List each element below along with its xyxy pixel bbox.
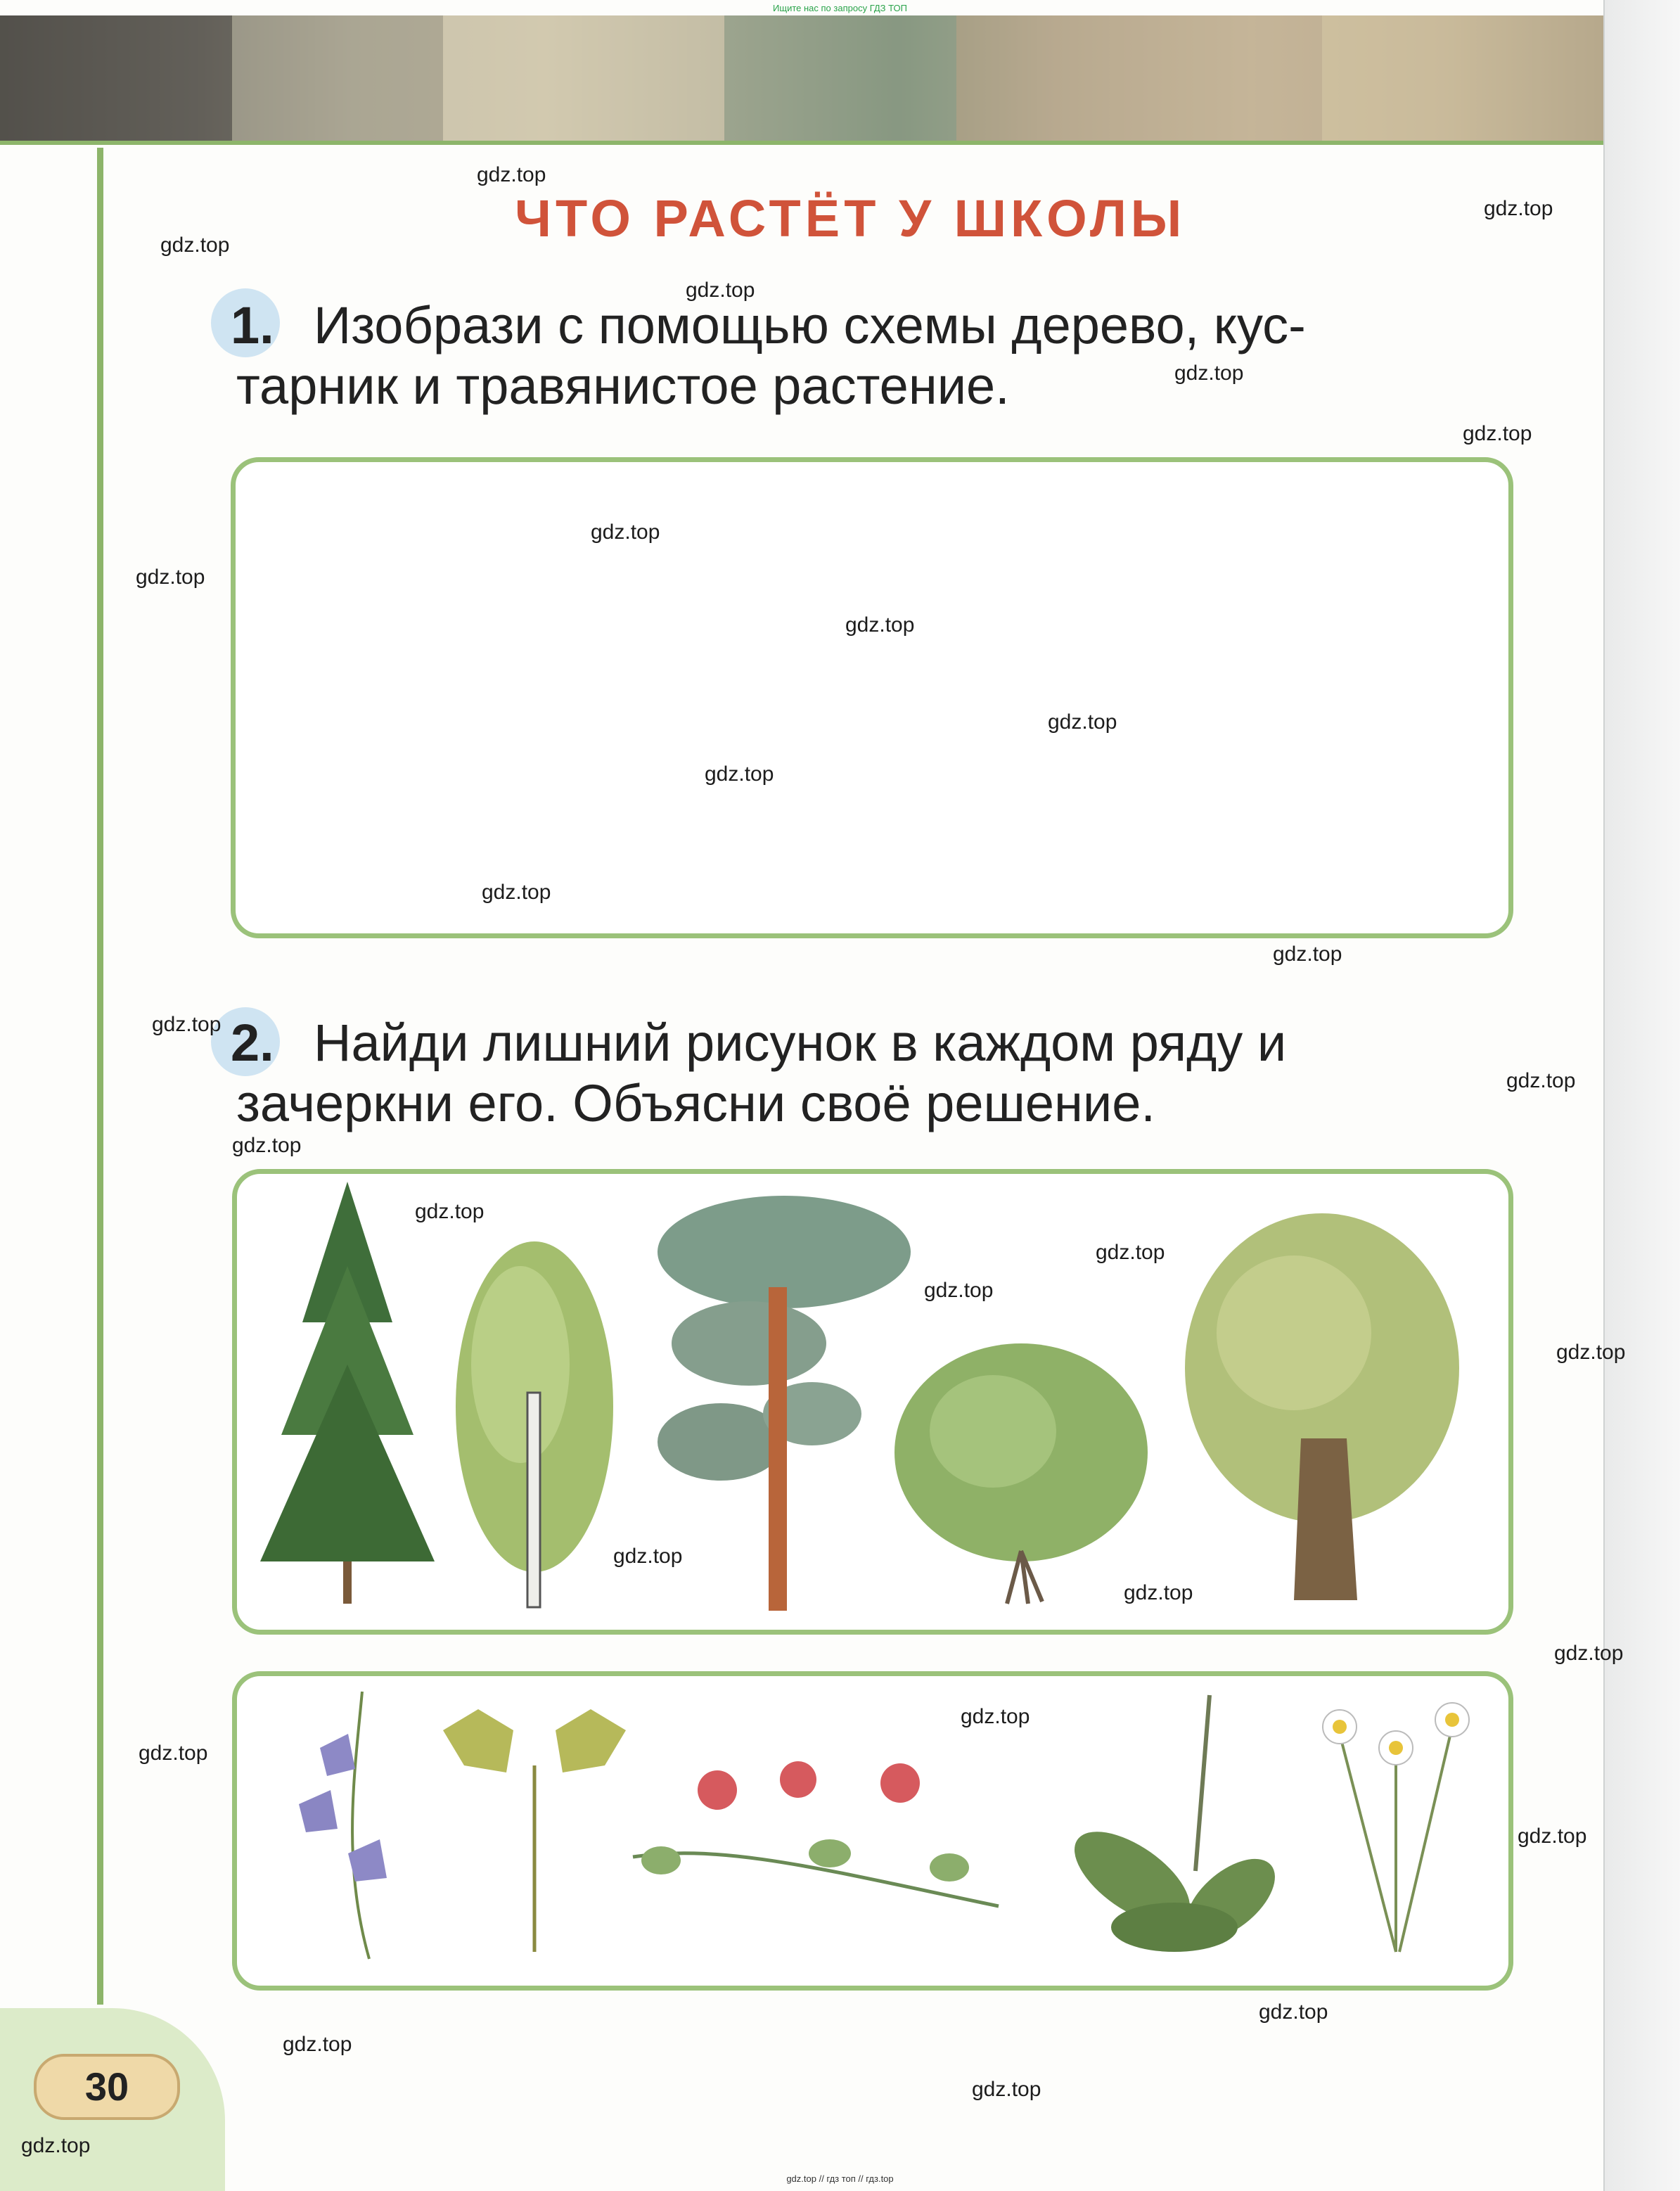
watermark: gdz.top (845, 613, 915, 637)
watermark: gdz.top (613, 1545, 683, 1568)
task-text (219, 295, 1513, 416)
task-line: тарник и травянистое растение. (236, 357, 1010, 415)
oak-illustration[interactable] (1181, 1206, 1463, 1611)
maple-seedling-illustration[interactable] (436, 1688, 633, 1955)
watermark: gdz.top (477, 163, 546, 186)
chamomile-illustration[interactable] (1290, 1692, 1487, 1955)
drawing-area[interactable] (231, 457, 1513, 938)
watermark: gdz.top (139, 1742, 208, 1765)
watermark: gdz.top (1259, 2000, 1328, 2024)
bellflower-illustration[interactable] (278, 1685, 418, 1966)
header-banner-image (0, 15, 1603, 145)
task-line: Изобрази с помощью схемы дерево, кус- (314, 296, 1306, 354)
spruce-illustration[interactable] (253, 1182, 443, 1611)
watermark: gdz.top (1463, 422, 1532, 445)
watermark: gdz.top (1506, 1069, 1576, 1092)
adjacent-page-edge (1603, 0, 1680, 2191)
page-title: ЧТО РАСТЁТ У ШКОЛЫ (515, 189, 1186, 248)
task-text (219, 1013, 1513, 1134)
watermark: gdz.top (972, 2078, 1041, 2101)
watermark: gdz.top (1484, 197, 1553, 220)
task-number: 2. (231, 1014, 274, 1072)
watermark: gdz.top (482, 881, 551, 904)
page-number: 30 (34, 2054, 180, 2120)
plantain-illustration[interactable] (1055, 1688, 1294, 1955)
watermark: gdz.top (160, 234, 230, 257)
clover-illustration[interactable] (619, 1744, 1013, 1941)
task-number: 1. (231, 296, 274, 354)
watermark: gdz.top (591, 520, 660, 544)
bottom-note: gdz.top // гдз топ // гдз.top (786, 2173, 894, 2184)
watermark: gdz.top (1518, 1825, 1587, 1848)
top-note: Ищите нас по запросу ГДЗ ТОП (773, 3, 907, 13)
watermark: gdz.top (1273, 943, 1342, 966)
watermark: gdz.top (1124, 1581, 1193, 1604)
watermark: gdz.top (21, 2134, 91, 2157)
watermark: gdz.top (961, 1705, 1030, 1728)
watermark: gdz.top (283, 2033, 352, 2056)
watermark: gdz.top (152, 1013, 222, 1036)
watermark: gdz.top (1174, 362, 1244, 385)
watermark: gdz.top (232, 1134, 302, 1157)
watermark: gdz.top (924, 1279, 994, 1302)
watermark: gdz.top (1048, 710, 1117, 734)
watermark: gdz.top (1096, 1241, 1165, 1264)
watermark: gdz.top (1554, 1642, 1624, 1665)
margin-line (97, 148, 103, 2005)
watermark: gdz.top (686, 279, 755, 302)
watermark: gdz.top (705, 762, 774, 786)
watermark: gdz.top (136, 566, 205, 589)
watermark: gdz.top (1556, 1341, 1626, 1364)
shrub-illustration[interactable] (887, 1340, 1155, 1607)
watermark: gdz.top (415, 1200, 485, 1223)
birch-illustration[interactable] (450, 1238, 619, 1611)
task-line: зачеркни его. Объясни своё решение. (236, 1074, 1155, 1132)
pine-illustration[interactable] (643, 1189, 925, 1611)
task-line: Найди лишний рисунок в каждом ряду и (314, 1014, 1287, 1072)
